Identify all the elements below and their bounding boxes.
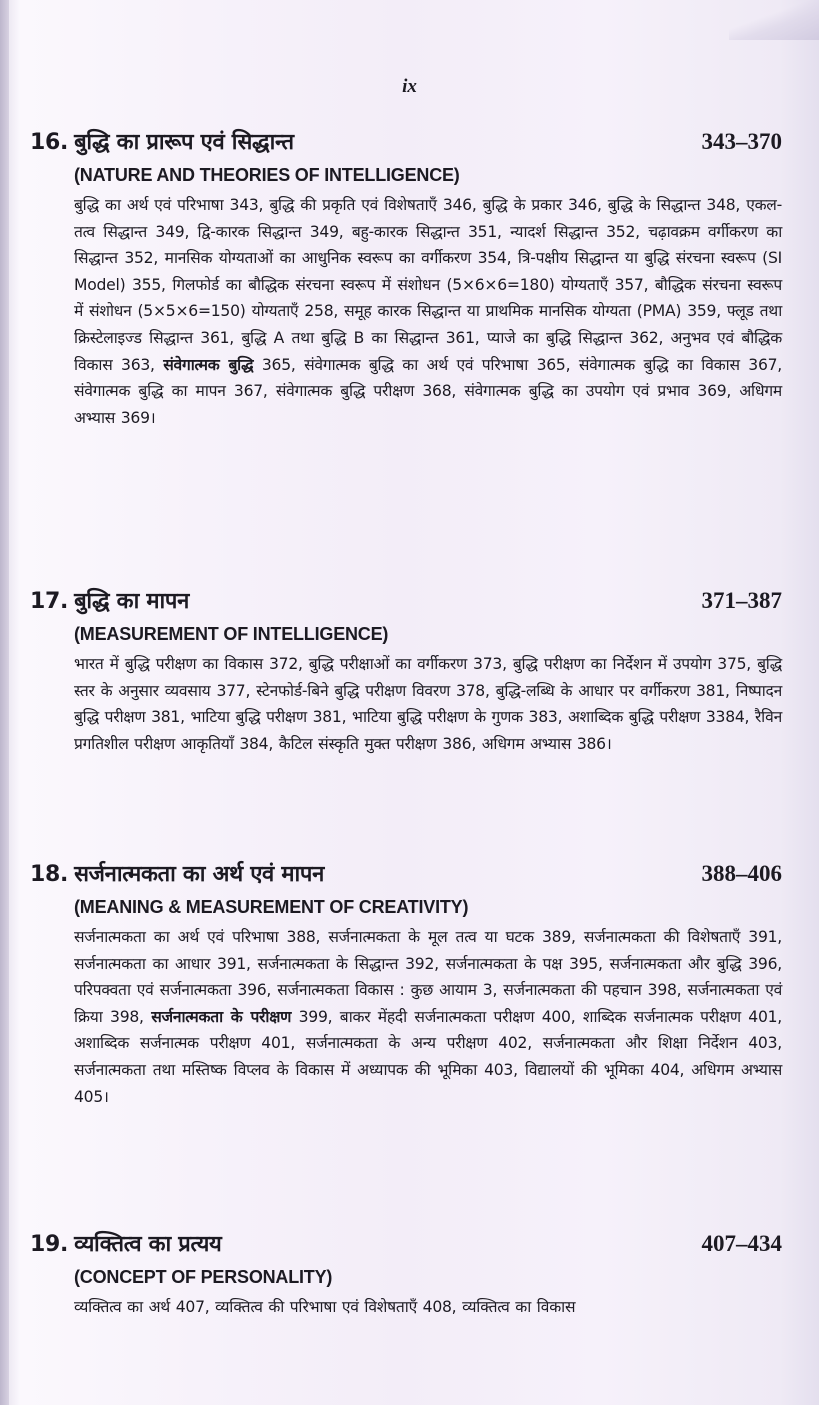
topics-text: बुद्धि का अर्थ एवं परिभाषा 343, बुद्धि की प्रकृति एवं विशेषताएँ 346, बुद्धि के प्रकार 346, बुद्धि के सिद्धान्त 348, एकल-तत्व सिद्धान्त 349, द्वि-कारक सिद्धान्त 349, बहु-कारक सिद्धान्त 351, न्यादर्श सिद्धान्त 352, चढ़ावक्रम वर्गीकरण का सिद्धान्त 352, मानसिक योग्यताओं का आधुनिक स्वरूप का वर्गीकरण 354, त्रि-पक्षीय सिद्धान्त या बुद्धि संरचना स्वरूप (SI Model) 355, गिलफोर्ड का बौद्धिक संरचना स्वरूप में संशोधन (5×6×6=180) योग्यताएँ 357, बौद्धिक संरचना स्वरूप में संशोधन (5×5×6=150) योग्यताएँ 258, समूह कारक सिद्धान्त या प्राथमिक मानसिक योग्यता (PMA) 359, फ्लूड तथा क्रिस्टेलाइज्ड सिद्धान्त 361, बुद्धि A तथा बुद्धि B का सिद्धान्त 361, प्याजे का बुद्धि सिद्धान्त 362, अनुभव एवं बौद्धिक विकास 363, xyxy=(74,196,782,374)
toc-entry-18 xyxy=(30,858,782,1110)
chapter-title-english: (MEANING & MEASUREMENT OF CREATIVITY) xyxy=(74,897,469,917)
chapter-title xyxy=(30,858,324,888)
page-range: 388–406 xyxy=(701,861,782,886)
topics-text: भारत में बुद्धि परीक्षण का विकास 372, बुद्धि परीक्षाओं का वर्गीकरण 373, बुद्धि परीक्षण का निर्देशन में उपयोग 375, बुद्धि स्तर के अनुसार व्यवसाय 377, स्टेनफोर्ड-बिने बुद्धि परीक्षण विवरण 378, बुद्धि-लब्धि के आधार पर वर्गीकरण 381, निष्पादन बुद्धि परीक्षण 381, भाटिया बुद्धि परीक्षण 381, भाटिया बुद्धि परीक्षण के गुणक 383, अशाब्दिक बुद्धि परीक्षण 3384, रैविन प्रगतिशील परीक्षण आकृतियाँ 384, कैटिल संस्कृति मुक्त परीक्षण 386, अधिगम अभ्यास 386। xyxy=(74,655,782,753)
toc-entry-heading xyxy=(30,126,782,160)
chapter-title-english: (NATURE AND THEORIES OF INTELLIGENCE) xyxy=(74,165,460,185)
chapter-topics xyxy=(74,1294,782,1321)
toc-entry-heading xyxy=(30,585,782,619)
page-range: 407–434 xyxy=(701,1231,782,1256)
chapter-title-hindi: सर्जनात्मकता का अर्थ एवं मापन xyxy=(74,862,325,887)
page-range: 371–387 xyxy=(701,588,782,613)
chapter-number: 18. xyxy=(30,862,69,887)
chapter-title-hindi: बुद्धि का प्रारूप एवं सिद्धान्त xyxy=(74,130,294,155)
toc-entry-16 xyxy=(30,126,782,431)
chapter-topics xyxy=(74,651,782,757)
chapter-title-english: (MEASUREMENT OF INTELLIGENCE) xyxy=(74,624,389,644)
chapter-title xyxy=(30,1228,222,1258)
chapter-number: 17. xyxy=(30,589,69,614)
topics-text-bold: सर्जनात्मकता के परीक्षण xyxy=(151,1007,292,1026)
chapter-title-hindi: बुद्धि का मापन xyxy=(74,589,189,614)
topics-text: 365, संवेगात्मक बुद्धि का अर्थ एवं परिभाषा 365, संवेगात्मक बुद्धि का विकास 367, संवेगात्मक बुद्धि का मापन 367, संवेगात्मक बुद्धि परीक्षण 368, संवेगात्मक बुद्धि का उपयोग एवं प्रभाव 369, अधिगम अभ्यास 369। xyxy=(74,355,782,427)
toc-entry-19 xyxy=(30,1228,782,1321)
page-number: ix xyxy=(402,76,417,97)
toc-entry-heading xyxy=(30,858,782,892)
toc-entry-17 xyxy=(30,585,782,757)
chapter-number: 19. xyxy=(30,1232,69,1257)
topics-text: व्यक्तित्व का अर्थ 407, व्यक्तित्व की परिभाषा एवं विशेषताएँ 408, व्यक्तित्व का विकास xyxy=(74,1298,576,1316)
page-binding-edge xyxy=(0,0,9,1405)
topics-text: सर्जनात्मकता का अर्थ एवं परिभाषा 388, सर्जनात्मकता के मूल तत्व या घटक 389, सर्जनात्मकता की विशेषताएँ 391, सर्जनात्मकता का आधार 391, सर्जनात्मकता के सिद्धान्त 392, सर्जनात्मकता के पक्ष 395, सर्जनात्मकता और बुद्धि 396, परिपक्वता एवं सर्जनात्मकता 396, सर्जनात्मकता विकास : कुछ आयाम 3, सर्जनात्मकता की पहचान 398, सर्जनात्मकता एवं क्रिया 398, xyxy=(74,928,782,1026)
chapter-title xyxy=(30,585,189,615)
page-corner-shadow xyxy=(729,0,819,40)
chapter-number: 16. xyxy=(30,130,69,155)
chapter-topics xyxy=(74,192,782,431)
toc-entry-heading xyxy=(30,1228,782,1262)
topics-text: 399, बाकर मेंहदी सर्जनात्मकता परीक्षण 400, शाब्दिक सर्जनात्मक परीक्षण 401, अशाब्दिक सर्जनात्मक परीक्षण 401, सर्जनात्मकता के अन्य परीक्षण 402, सर्जनात्मकता और शिक्षा निर्देशन 403, सर्जनात्मकता तथा मस्तिष्क विप्लव के विकास में अध्यापक की भूमिका 403, विद्यालयों की भूमिका 404, अधिगम अभ्यास 405। xyxy=(74,1007,783,1106)
chapter-topics xyxy=(74,924,782,1110)
topics-text-bold: संवेगात्मक बुद्धि xyxy=(163,355,254,374)
chapter-title xyxy=(30,126,294,156)
page-range: 343–370 xyxy=(701,129,782,154)
chapter-title-hindi: व्यक्तित्व का प्रत्यय xyxy=(74,1232,222,1257)
chapter-title-english: (CONCEPT OF PERSONALITY) xyxy=(74,1267,333,1287)
